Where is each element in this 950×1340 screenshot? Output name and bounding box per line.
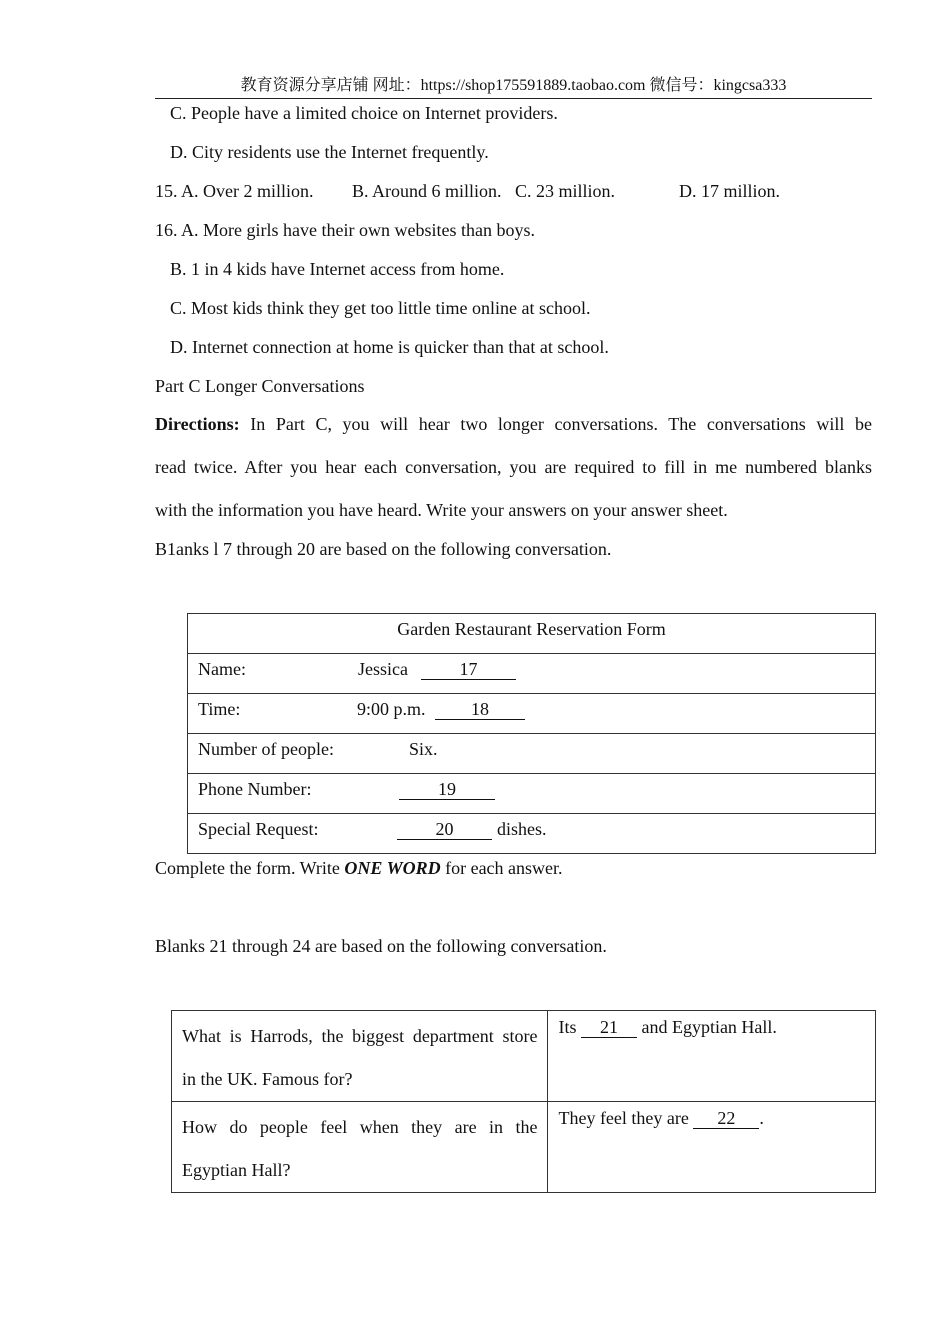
form-instruction-after: for each answer. — [440, 858, 563, 878]
header-divider — [155, 98, 872, 99]
blank-21: 21 — [581, 1017, 637, 1038]
form-row-time — [188, 694, 876, 734]
form-value: Six. — [409, 739, 438, 759]
form-label: Special Request: — [198, 819, 319, 839]
page-header: 教育资源分享店铺 网址：https://shop175591889.taobao.com 微信号：kingcsa333 — [240, 77, 787, 94]
directions-label: Directions: — [155, 414, 240, 434]
form-value: 9:00 p.m. — [357, 699, 426, 719]
qa-row — [172, 1011, 876, 1102]
form-label: Name: — [198, 659, 246, 679]
blank-22: 22 — [693, 1108, 759, 1129]
qa-answer — [548, 1102, 876, 1193]
qa-answer — [548, 1011, 876, 1102]
qa-table — [171, 1010, 876, 1193]
form-instruction — [155, 856, 563, 880]
q16-option-d: D. Internet connection at home is quicker than that at school. — [170, 337, 609, 357]
form-value: Jessica — [358, 659, 408, 679]
q16-option-c: C. Most kids think they get too little time online at school. — [170, 298, 591, 318]
qa-question-line-1: What is Harrods, the biggest department store — [182, 1026, 538, 1046]
qa-question — [172, 1102, 548, 1193]
form-label: Number of people: — [198, 739, 334, 759]
qa-question-line-2: in the UK. Famous for? — [182, 1069, 353, 1089]
blank-18: 18 — [435, 699, 525, 720]
q15-option-d: D. 17 million. — [679, 181, 781, 201]
reservation-form-table — [187, 613, 876, 854]
form-instruction-emphasis: ONE WORD — [344, 858, 441, 878]
form-value-suffix: dishes. — [497, 819, 547, 839]
qa-answer-suffix: . — [759, 1108, 764, 1128]
qa-question — [172, 1011, 548, 1102]
qa-question-line-2: Egyptian Hall? — [182, 1160, 291, 1180]
q14-option-d: D. City residents use the Internet frequently. — [170, 142, 489, 162]
form-row-phone — [188, 774, 876, 814]
q16-option-a: 16. A. More girls have their own websites than boys. — [155, 220, 535, 240]
qa-question-line-1: How do people feel when they are in the — [182, 1117, 538, 1137]
directions-line-2: read twice. After you hear each conversation, you are required to fill in me numbered blanks — [155, 457, 872, 477]
form-label: Phone Number: — [198, 779, 312, 799]
qa-answer-prefix: They feel they are — [558, 1108, 689, 1128]
q15-option-a: 15. A. Over 2 million. — [155, 181, 314, 201]
q15-option-c: C. 23 million. — [515, 181, 616, 201]
form-row-people — [188, 734, 876, 774]
q15-option-b: B. Around 6 million. — [352, 181, 502, 201]
blank-20: 20 — [397, 819, 492, 840]
blanks-17-20-intro: B1anks l 7 through 20 are based on the following conversation. — [155, 539, 612, 559]
q14-option-c: C. People have a limited choice on Internet providers. — [170, 103, 558, 123]
form-instruction-before: Complete the form. Write — [155, 858, 345, 878]
qa-row — [172, 1102, 876, 1193]
directions-text-1: In Part C, you will hear two longer conversations. The conversations will be — [250, 414, 873, 434]
blank-19: 19 — [399, 779, 495, 800]
form-title: Garden Restaurant Reservation Form — [188, 614, 876, 654]
form-label: Time: — [198, 699, 241, 719]
part-c-heading: Part C Longer Conversations — [155, 376, 365, 396]
blank-17: 17 — [421, 659, 516, 680]
form-row-name — [188, 654, 876, 694]
q16-option-b: B. 1 in 4 kids have Internet access from home. — [170, 259, 505, 279]
qa-answer-suffix: and Egyptian Hall. — [641, 1017, 777, 1037]
qa-answer-prefix: Its — [558, 1017, 577, 1037]
directions-line-1 — [155, 412, 872, 436]
form-row-request — [188, 814, 876, 854]
directions-line-3: with the information you have heard. Write your answers on your answer sheet. — [155, 500, 728, 520]
blanks-21-24-intro: Blanks 21 through 24 are based on the following conversation. — [155, 936, 607, 956]
